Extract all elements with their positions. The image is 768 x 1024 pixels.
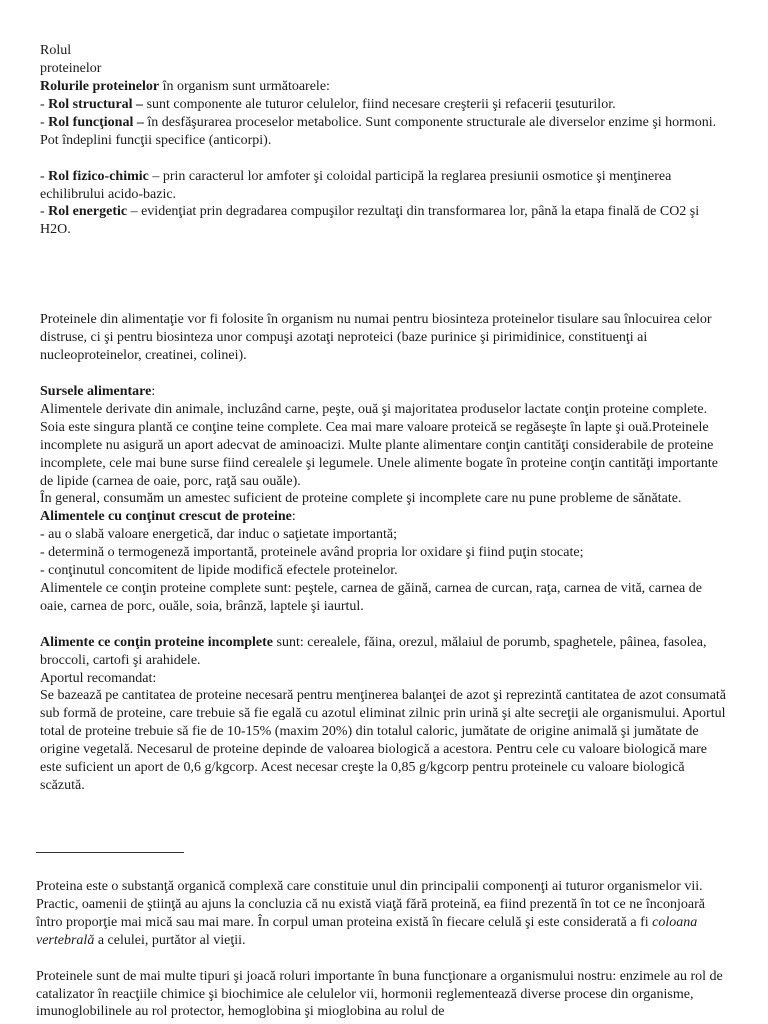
title-line-2: proteinelor	[40, 61, 102, 76]
aport-heading: Aportul recomandat:	[40, 670, 157, 686]
surse-general: În general, consumăm un amestec suficient de proteine complete şi incomplete care nu pune probleme de sănătate.	[40, 491, 682, 507]
aport-paragraph: Se bazează pe cantitatea de proteine necesară pentru menţinerea balanţei de azot şi reprezintă cantitatea de azot consumată sub formă de proteine, care trebuie să fie egală cu azotul eliminat zilnic prin urină şi alte secreţii ale organismului. Aportul total de proteine trebuie să fie de 10-15% (maxim 20%) din totalul caloric, jumătate de origine animală şi jumătate de origine vegetală. Necesarul de proteine depinde de valoarea biologică a acestora. Pentru cele cu valoare biologică mare este suficient un aport de 0,6 g/kgcorp. Acest necesar creşte la 0,85 g/kgcorp pentru proteinele cu valoare biologică scăzută.	[40, 688, 727, 793]
footnote-separator	[36, 852, 184, 853]
role-desc: în desfăşurarea proceselor metabolice. Sunt componente structurale ale diverselor enzime şi hormoni. Pot îndeplini funcţii specifice (anticorpi).	[40, 114, 717, 148]
role-desc: – prin caracterul lor amfoter şi coloidal participă la reglarea presiunii osmotice şi menţinerea echilibrului acido-bazic.	[40, 168, 672, 202]
document-page-lower	[36, 878, 730, 1021]
surse-heading	[40, 383, 730, 401]
roles-intro-rest: în organism sunt următoarele:	[159, 79, 330, 94]
document-title	[40, 42, 730, 78]
role-prefix: -	[40, 168, 49, 184]
incomplete-bold: Alimente ce conţin proteine incomplete	[40, 634, 274, 650]
proteina-paragraph	[36, 878, 730, 950]
roles-intro	[40, 78, 730, 96]
continut-item: - determină o termogeneză importantă, proteinele având propria lor oxidare şi fiind puţin stocate;	[40, 545, 584, 561]
surse-heading-bold: Sursele alimentare	[40, 383, 152, 399]
proteina-text-b: a celulei, purtător al vieţii.	[94, 932, 246, 948]
document-page	[40, 42, 730, 795]
surse-colon: :	[151, 383, 156, 399]
continut-heading-bold: Alimentele cu conţinut crescut de proteine	[40, 509, 292, 525]
role-name: Rol structural –	[48, 96, 144, 112]
role-desc: sunt componente ale tuturor celulelor, fiind necesare creşterii şi refacerii ţesuturilor.	[143, 96, 616, 112]
role-name: Rol energetic	[48, 204, 128, 220]
role-prefix: -	[40, 96, 49, 112]
continut-item: - au o slabă valoare energetică, dar induc o saţietate importantă;	[40, 527, 397, 543]
title-line-1: Rolul	[40, 43, 72, 58]
tipuri-paragraph: Proteinele sunt de mai multe tipuri şi joacă roluri importante în buna funcţionare a organismului nostru: enzimele au rol de catalizator în reacţiile chimice şi biochimice ale celulelor vii, hormonii reglementează diverse procese din organisme, imunoglobilinele au rol protector, hemoglobina şi mioglobina au rolul de	[36, 968, 723, 1020]
surse-paragraph: Alimentele derivate din animale, incluzând carne, peşte, ouă şi majoritatea produselor lactate conţin proteine complete. Soia este singura plantă ce conţine teine complete. Cea mai mare valoare proteică se regăseşte în lapte şi ouă.Proteinele incomplete nu asigură un aport adecvat de aminoacizi. Multe plante alimentare conţin cantităţi considerabile de proteine incomplete, cele mai bune surse fiind cerealele şi legumele. Unele alimente bogate în proteine conţin cantităţi importante de lipide (carnea de oaie, porc, raţă sau ouăle).	[40, 401, 718, 489]
continut-heading	[40, 508, 730, 526]
role-name: Rol fizico-chimic	[48, 168, 149, 184]
role-prefix: -	[40, 204, 49, 220]
paragraph-alimentatie: Proteinele din alimentaţie vor fi folosite în organism nu numai pentru biosinteza proteinelor tisulare sau înlocuirea celor distruse, ci şi pentru biosinteza unor compuşi azotaţi neproteici (baze purinice şi pirimidinice, constituenţi ai nucleoproteinelor, creatinei, colinei).	[40, 312, 712, 364]
incomplete-paragraph	[40, 634, 730, 670]
role-desc: – evidenţiat prin degradarea compuşilor rezultaţi din transformarea lor, până la etapa finală de CO2 şi H2O.	[40, 204, 700, 238]
role-energetic	[40, 203, 730, 239]
proteina-italic: coloana vertebrală	[36, 914, 698, 948]
continut-item: - conţinutul concomitent de lipide modifică efectele proteinelor.	[40, 563, 398, 579]
incomplete-rest: sunt: cerealele, făina, orezul, mălaiul de porumb, spaghetele, pâinea, fasolea, broccoli, cartofi şi arahidele.	[40, 634, 707, 668]
proteina-text-a: Proteina este o substanţă organică complexă care constituie unul din principalii componenţi ai tuturor organismelor vii. Practic, oamenii de ştiinţă au ajuns la concluzia că nu există viaţă fără proteină, ea fiind prezentă în tot ce ne înconjoară întro proporţie mai mică sau mai mare. În corpul uman proteina există în fiecare celulă şi este considerată a fi	[36, 879, 705, 930]
role-fizico-chimic	[40, 168, 730, 204]
complete-list: Alimentele ce conţin proteine complete sunt: peştele, carnea de găină, carnea de curcan, raţa, carnea de vită, carnea de oaie, carnea de porc, ouăle, soia, brânză, laptele şi iaurtul.	[40, 580, 702, 614]
role-functional	[40, 114, 730, 150]
roles-intro-bold: Rolurile proteinelor	[40, 79, 160, 94]
role-name: Rol funcţional –	[48, 114, 144, 130]
role-prefix: -	[40, 114, 49, 130]
role-structural	[40, 96, 730, 114]
continut-colon: :	[291, 509, 296, 525]
